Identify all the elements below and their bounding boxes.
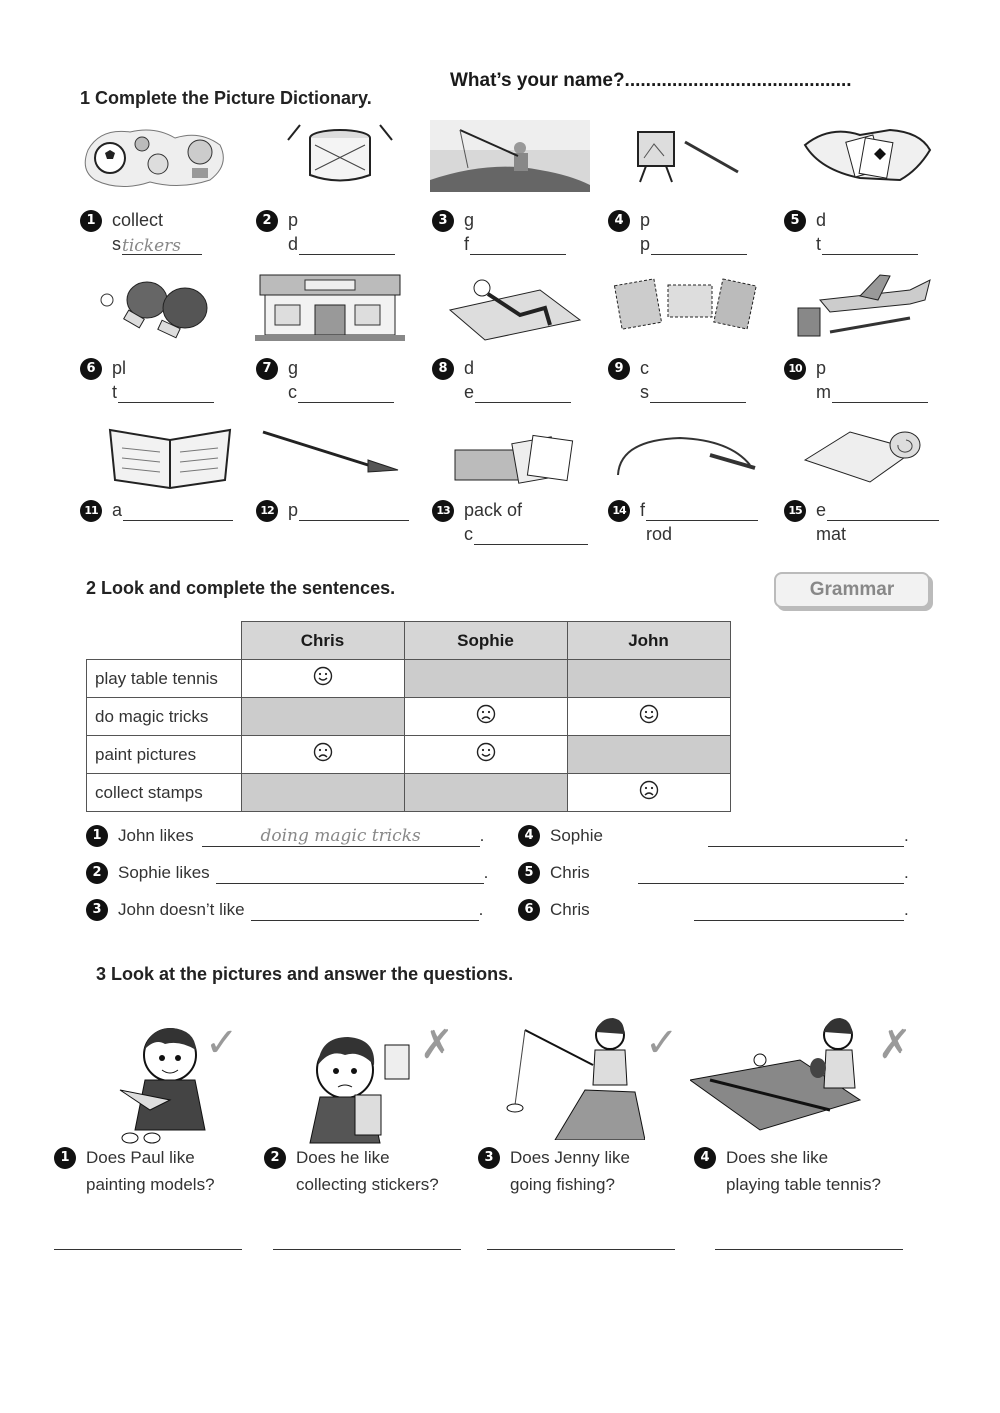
face-cell (567, 736, 730, 774)
item-answer[interactable]: tickers (122, 236, 202, 255)
item-word: d (816, 210, 827, 230)
sentence-start: John doesn’t like (118, 900, 245, 919)
item-number: 6 (80, 358, 102, 380)
item-number: 7 (256, 358, 278, 380)
model-plane-picture (790, 270, 940, 342)
happy-face-icon (313, 666, 333, 686)
item-word: p (816, 358, 827, 378)
likes-table (86, 621, 731, 812)
item-suffix: mat (816, 524, 847, 544)
item-answer[interactable] (299, 502, 409, 521)
face-cell (404, 736, 567, 774)
item-number: 13 (432, 500, 454, 522)
item-answer[interactable] (475, 384, 571, 403)
item-prefix: t (816, 234, 822, 254)
happy-face-icon (476, 742, 496, 762)
question-line2: collecting stickers? (296, 1175, 439, 1194)
item-prefix: f (464, 234, 470, 254)
item-number: 14 (608, 500, 630, 522)
question (700, 1144, 882, 1198)
item-number: 2 (256, 210, 278, 232)
sentence-answer[interactable]: doing magic tricks (202, 826, 480, 847)
drum-picture (270, 120, 420, 192)
sentence-start: Chris (550, 900, 590, 919)
item-prefix: p (640, 234, 651, 254)
item-word: g (464, 210, 475, 230)
sentence-number: 5 (518, 862, 540, 884)
sentence: 2 Sophie likes . (86, 862, 488, 884)
item-number: 5 (784, 210, 806, 232)
section2-title: 2 Look and complete the sentences. (86, 578, 396, 598)
question-line1: Does Paul like (86, 1148, 195, 1167)
question (484, 1144, 631, 1198)
sentence-answer[interactable] (216, 863, 484, 884)
answer-line[interactable] (54, 1249, 242, 1250)
sentence-number: 1 (86, 825, 108, 847)
activity-label: do magic tricks (87, 698, 242, 736)
item-answer[interactable] (832, 384, 928, 403)
item-answer[interactable] (646, 502, 758, 521)
face-cell (241, 698, 404, 736)
item-word: f (640, 500, 646, 520)
grammar-badge: Grammar (774, 572, 930, 608)
activity-label: paint pictures (87, 736, 242, 774)
sentence-answer[interactable] (694, 900, 904, 921)
face-cell (241, 774, 404, 812)
item-prefix: c (464, 524, 473, 544)
check-mark-icon: ✓ (205, 1021, 239, 1065)
sentence: 5 Chris . (518, 862, 909, 884)
item-number: 4 (608, 210, 630, 232)
album-picture (100, 420, 250, 492)
item-word: collect (112, 210, 164, 230)
question-number: 3 (478, 1147, 500, 1169)
paintbrush-picture (258, 420, 408, 492)
face-cell (404, 774, 567, 812)
table-row (87, 660, 731, 698)
item-answer[interactable] (827, 502, 939, 521)
item-number: 1 (80, 210, 102, 232)
answer-line[interactable] (273, 1249, 461, 1250)
sentence-number: 6 (518, 899, 540, 921)
item-suffix: rod (646, 524, 673, 544)
question-line1: Does Jenny like (510, 1148, 631, 1167)
stickers-picture (80, 120, 230, 192)
sentence-start: Sophie (550, 826, 603, 845)
exercise-mat-picture (440, 270, 590, 342)
item-word: c (640, 358, 649, 378)
question-line1: Does he like (296, 1148, 390, 1167)
question-line2: painting models? (86, 1175, 215, 1194)
item-number: 8 (432, 358, 454, 380)
sentence: 6 Chris . (518, 899, 909, 921)
item-word: pack of (464, 500, 523, 520)
cards-pack-picture (445, 420, 595, 492)
item-word: g (288, 358, 299, 378)
item-prefix: t (112, 382, 118, 402)
sentence-start: Chris (550, 863, 590, 882)
question-line2: going fishing? (510, 1175, 615, 1194)
face-cell (567, 660, 730, 698)
item-answer[interactable] (650, 384, 746, 403)
column-header: Chris (241, 622, 404, 660)
sentence-start: John likes (118, 826, 194, 845)
question (270, 1144, 439, 1198)
table-row (87, 736, 731, 774)
item-answer[interactable] (474, 526, 588, 545)
face-cell (404, 698, 567, 736)
item-answer[interactable] (822, 236, 918, 255)
item-answer[interactable] (118, 384, 214, 403)
sentence-answer[interactable] (251, 900, 479, 921)
fishing-picture (430, 120, 590, 192)
face-cell (404, 660, 567, 698)
face-cell (567, 774, 730, 812)
item-prefix: c (288, 382, 297, 402)
table-row (87, 698, 731, 736)
boy-stickers-picture (300, 1025, 430, 1145)
girl-table-tennis-picture (690, 1010, 870, 1140)
cross-mark-icon: ✗ (420, 1023, 454, 1067)
column-header: Sophie (404, 622, 567, 660)
item-number: 10 (784, 358, 806, 380)
item-word: p (288, 500, 299, 520)
fishing-rod-picture (610, 420, 760, 492)
question-line1: Does she like (726, 1148, 829, 1167)
sentence: 3 John doesn’t like . (86, 899, 483, 921)
answer-line[interactable] (715, 1249, 903, 1250)
table-row (87, 774, 731, 812)
sad-face-icon (476, 704, 496, 724)
name-prompt[interactable]: What’s your name?........................................... (450, 70, 852, 91)
sentence-start: Sophie likes (118, 863, 210, 882)
item-number: 15 (784, 500, 806, 522)
sentence: 4 Sophie . (518, 825, 909, 847)
item-word: e (816, 500, 827, 520)
activity-label: play table tennis (87, 660, 242, 698)
section3-title: 3 Look at the pictures and answer the questions. (96, 964, 514, 984)
rolled-mat-picture (800, 420, 950, 492)
girl-fishing-picture (495, 1010, 645, 1140)
item-prefix: s (640, 382, 649, 402)
item-number: 11 (80, 500, 102, 522)
item-number: 12 (256, 500, 278, 522)
column-header: John (567, 622, 730, 660)
sentence-answer[interactable] (638, 863, 904, 884)
question-line2: playing table tennis? (726, 1175, 882, 1194)
item-answer[interactable] (298, 384, 394, 403)
sentence: 1 John likes doing magic tricks . (86, 825, 484, 847)
item-word: a (112, 500, 123, 520)
activity-label: collect stamps (87, 774, 242, 812)
sad-face-icon (639, 780, 659, 800)
item-prefix: m (816, 382, 831, 402)
painting-picture (630, 120, 780, 192)
happy-face-icon (639, 704, 659, 724)
face-cell (567, 698, 730, 736)
item-word: pl (112, 358, 127, 378)
item-answer[interactable] (470, 236, 566, 255)
item-word: d (464, 358, 475, 378)
question-number: 1 (54, 1147, 76, 1169)
item-word: p (640, 210, 651, 230)
check-mark-icon: ✓ (645, 1021, 679, 1065)
question-number: 2 (264, 1147, 286, 1169)
item-prefix: d (288, 234, 299, 254)
stamps-picture (610, 270, 760, 342)
table-tennis-bats-picture (95, 270, 245, 342)
sentence-number: 3 (86, 899, 108, 921)
face-cell (241, 736, 404, 774)
sentence-number: 2 (86, 862, 108, 884)
section1-title: 1 Complete the Picture Dictionary. (80, 88, 372, 108)
question-number: 4 (694, 1147, 716, 1169)
face-cell (241, 660, 404, 698)
question (60, 1144, 215, 1198)
answer-line[interactable] (487, 1249, 675, 1250)
sentence-answer[interactable] (708, 826, 904, 847)
item-answer[interactable] (299, 236, 395, 255)
item-prefix: e (464, 382, 475, 402)
sad-face-icon (313, 742, 333, 762)
item-prefix: s (112, 234, 121, 254)
item-number: 9 (608, 358, 630, 380)
sentence-number: 4 (518, 825, 540, 847)
cards-picture (800, 120, 950, 192)
item-number: 3 (432, 210, 454, 232)
item-word: p (288, 210, 299, 230)
cinema-picture (255, 270, 405, 342)
cross-mark-icon: ✗ (878, 1023, 912, 1067)
item-answer[interactable] (123, 502, 233, 521)
item-answer[interactable] (651, 236, 747, 255)
